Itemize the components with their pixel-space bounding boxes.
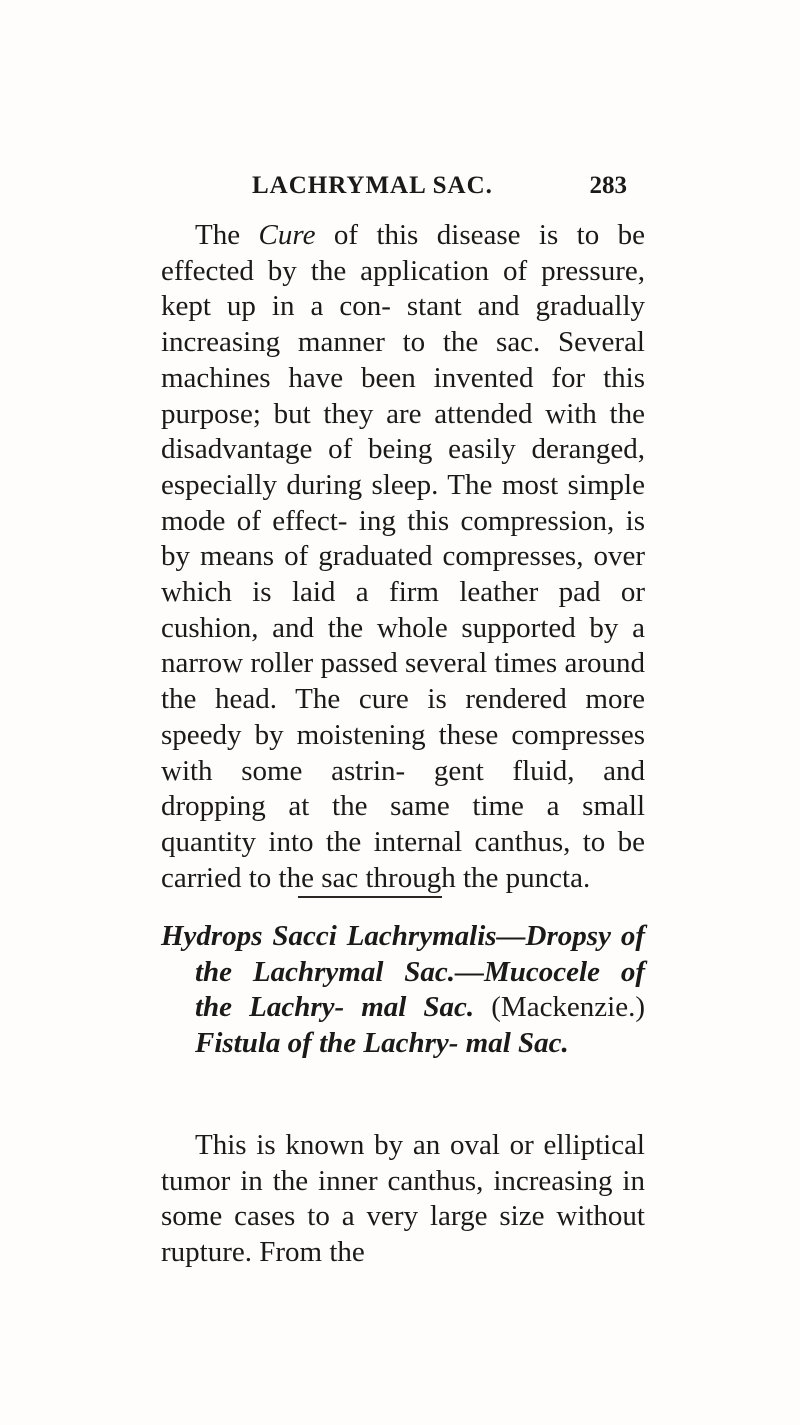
running-head [252, 172, 627, 206]
section-heading [161, 919, 645, 1062]
paragraph-lead: The [195, 219, 241, 251]
paragraph-cure [161, 218, 645, 896]
paragraph-dropsy [161, 1128, 645, 1271]
paragraph-body: of this disease is to be effected by the application of pressure, kept up in a con- stant and gradually increasing manner to the sac. Several machines have been invented for this purpose; but they are attended with the disadvantage of being easily deranged, especially during sleep. The most simple mode of effect- ing this compression, is by means of graduated compresses, over which is laid a firm leather pad or cushion, and the whole supported by a narrow roller passed several times around the head. The cure is rendered more speedy by moistening these compresses with some astrin- gent fluid, and dropping at the same time a small quantity into the internal canthus, to be carried to the sac through the puncta. [161, 219, 646, 894]
heading-title: Hydrops Sacci Lachrymalis—Dropsy of the Lachrymal Sac.—Mucocele of the Lachry- mal Sac. [161, 920, 645, 1024]
paragraph-body: This is known by an oval or elliptical tumor in the inner canthus, increasing in some cases to a very large size without rupture. From the [161, 1129, 645, 1269]
heading-fistula: Fistula of the Lachry- mal Sac. [195, 1027, 569, 1060]
page-number: 283 [589, 172, 627, 199]
cure-term: Cure [258, 219, 316, 251]
running-head-title: LACHRYMAL SAC. [252, 172, 493, 199]
heading-author: (Mackenzie.) [491, 991, 646, 1024]
section-divider [298, 896, 442, 898]
